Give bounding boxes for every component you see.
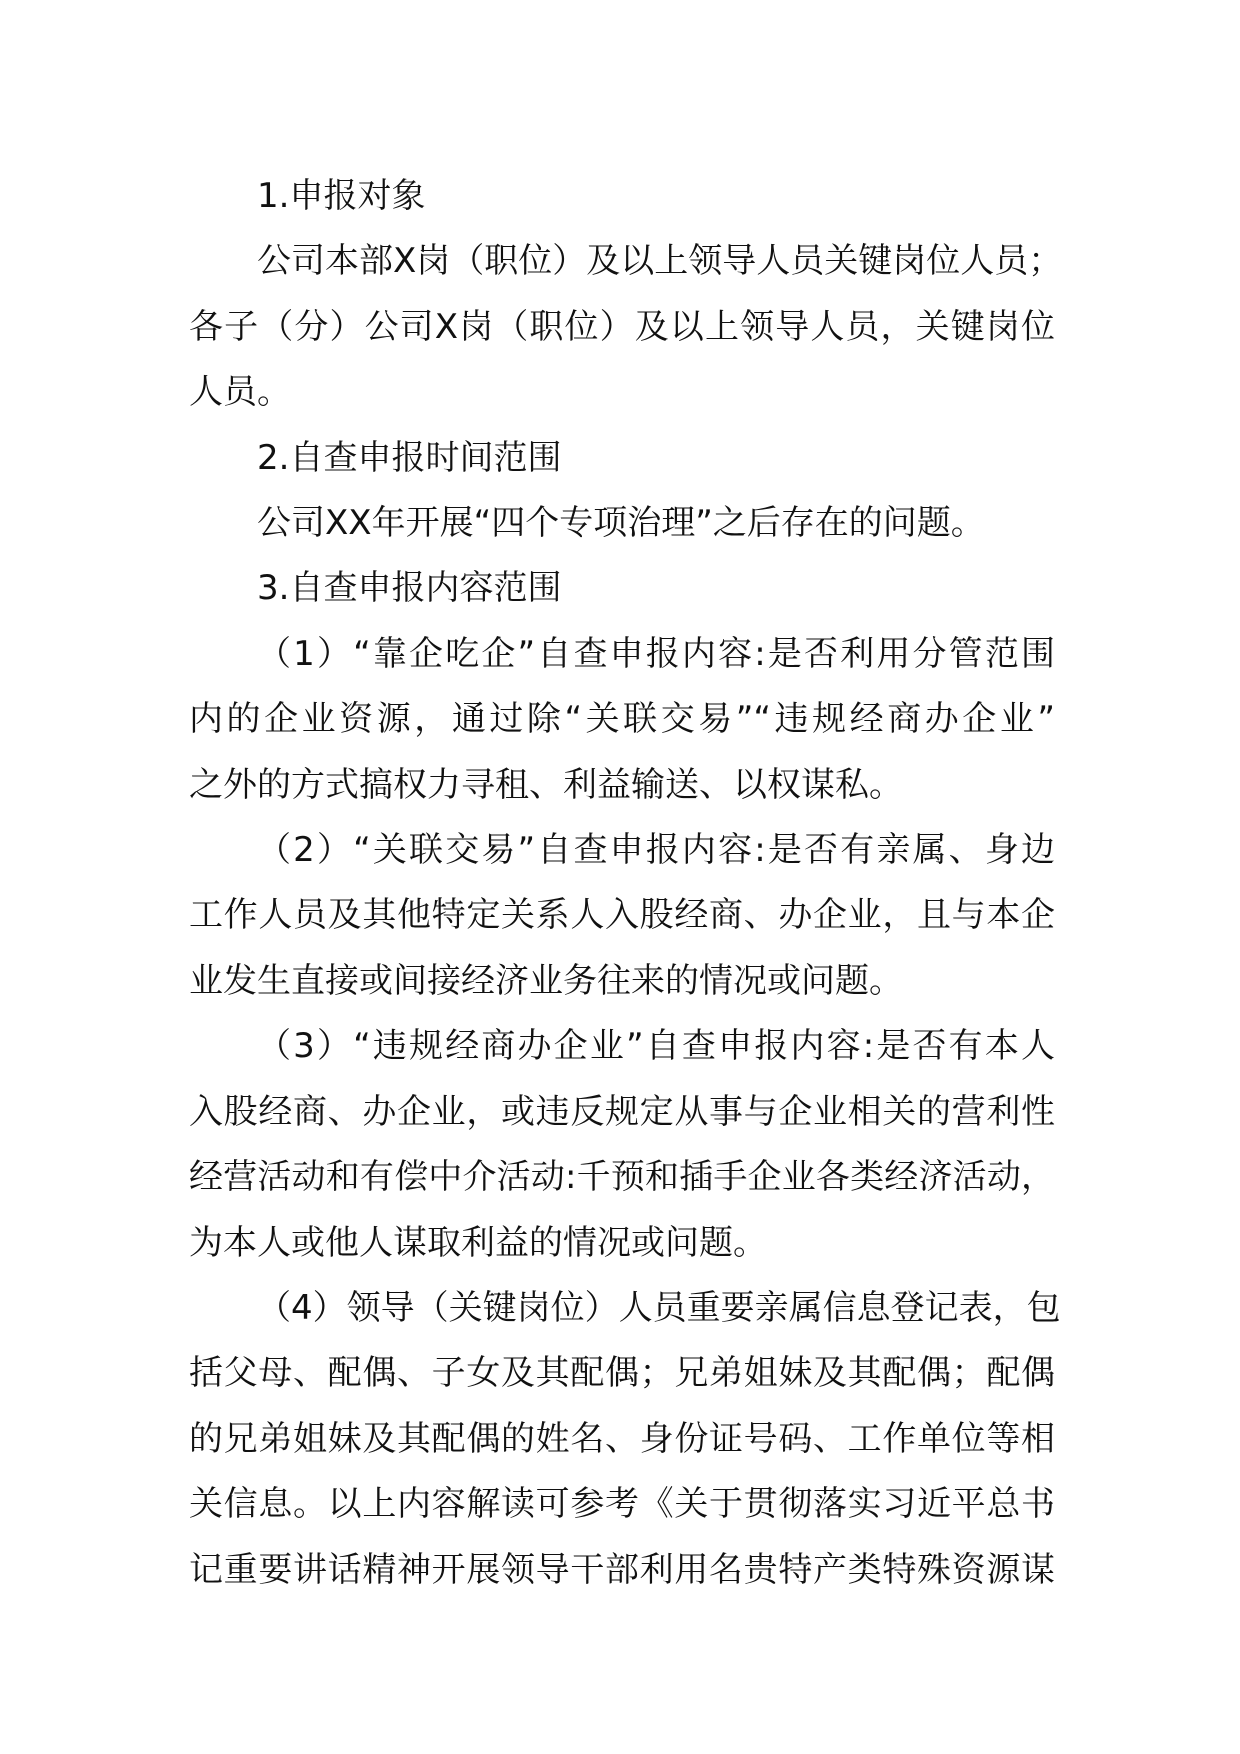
heading-text: 1.申报对象 [257, 176, 426, 216]
text-line: （4）领导（关键岗位）人员重要亲属信息登记表，包 [257, 1287, 1061, 1328]
text-line: 人员。 [189, 372, 291, 413]
text-line: 之外的方式搞权力寻租、利益输送、以权谋私。 [189, 764, 903, 805]
section-heading-3 [189, 556, 1055, 621]
text-line: 为本人或他人谋取利益的情况或问题。 [189, 1222, 767, 1263]
heading-text: 2.自查申报时间范围 [257, 437, 562, 478]
text-line: 的兄弟姐妹及其配偶的姓名、身份证号码、工作单位等相 [189, 1418, 1055, 1459]
section-heading-2 [189, 426, 1055, 491]
text-line: 公司本部X岗（职位）及以上领导人员关键岗位人员； [257, 241, 1063, 282]
text-line: 关信息。以上内容解读可参考《关于贯彻落实习近平总书 [189, 1484, 1055, 1525]
section-heading-1 [189, 164, 1055, 229]
text-line: （2）“关联交易”自查申报内容:是否有亲属、身边 [257, 830, 1055, 871]
text-line: 业发生直接或间接经济业务往来的情况或问题。 [189, 960, 903, 1001]
paragraph-item-2 [189, 818, 1055, 1014]
paragraph-declaration-subjects [189, 229, 1063, 425]
text-line: （3）“违规经商办企业”自查申报内容:是否有本人 [257, 1026, 1055, 1067]
paragraph-item-1 [189, 622, 1055, 818]
document-body [189, 164, 1063, 1603]
text-line: 记重要讲话精神开展领导干部利用名贵特产类特殊资源谋 [189, 1549, 1055, 1590]
text-line: 工作人员及其他特定关系人入股经商、办企业，且与本企 [189, 895, 1055, 936]
heading-text: 3.自查申报内容范围 [257, 568, 562, 609]
text-line: 经营活动和有偿中介活动:千预和插手企业各类经济活动， [189, 1157, 1055, 1198]
text-line: 入股经商、办企业，或违反规定从事与企业相关的营利性 [189, 1091, 1055, 1132]
text-line: 公司XX年开展“四个专项治理”之后存在的问题。 [257, 503, 985, 544]
paragraph-item-3 [189, 1014, 1055, 1276]
paragraph-item-4 [189, 1276, 1061, 1603]
text-line: （1）“靠企吃企”自查申报内容:是否利用分管范围 [257, 633, 1055, 674]
paragraph-time-range [189, 491, 1055, 556]
text-line: 各子（分）公司X岗（职位）及以上领导人员，关键岗位 [189, 306, 1055, 347]
text-line: 内的企业资源，通过除“关联交易”“违规经商办企业” [189, 699, 1055, 740]
text-line: 括父母、配偶、子女及其配偶；兄弟姐妹及其配偶；配偶 [189, 1353, 1055, 1394]
